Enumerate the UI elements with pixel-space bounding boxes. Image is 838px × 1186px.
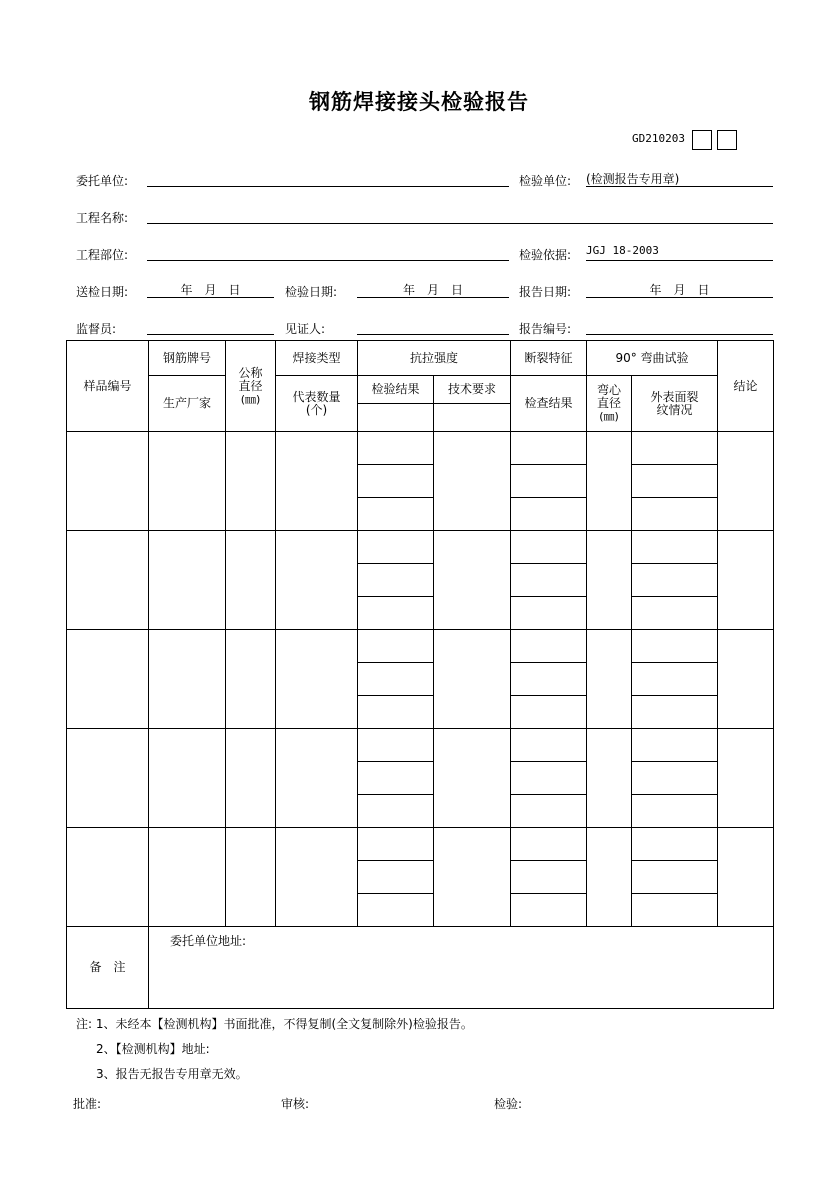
approve-label: 批准:: [73, 1097, 102, 1111]
client-address-label: 委托单位地址:: [170, 934, 247, 948]
report-no-label: 报告编号:: [519, 322, 572, 336]
table-row: [67, 630, 774, 663]
table-row: [67, 432, 774, 465]
project-name-field[interactable]: [147, 207, 773, 224]
inspect-date-field[interactable]: 年 月 日: [357, 281, 509, 298]
inspect-date-label: 检验日期:: [285, 285, 338, 299]
test-result-cell[interactable]: [358, 597, 434, 630]
page-title: 钢筋焊接接头检验报告: [309, 90, 529, 114]
rebar-cell[interactable]: [149, 630, 226, 729]
header-conclusion: 结论: [718, 341, 774, 432]
surface-cell[interactable]: [632, 729, 718, 762]
surface-cell[interactable]: [632, 498, 718, 531]
surface-cell[interactable]: [632, 564, 718, 597]
supervisor-label: 监督员:: [76, 322, 117, 336]
test-result-cell[interactable]: [358, 564, 434, 597]
surface-cell[interactable]: [632, 597, 718, 630]
mandrel-cell[interactable]: [587, 432, 632, 531]
basis-field[interactable]: JGJ 18-2003: [586, 244, 773, 261]
quantity-text: 代表数量: [292, 389, 341, 404]
sample-no-cell[interactable]: [67, 828, 149, 927]
witness-field[interactable]: [357, 318, 509, 335]
test-result-cell[interactable]: [358, 630, 434, 663]
rebar-cell[interactable]: [149, 531, 226, 630]
diameter-cell[interactable]: [226, 432, 276, 531]
weld-cell[interactable]: [276, 828, 358, 927]
report-date-field[interactable]: 年 月 日: [586, 281, 773, 298]
report-no-field[interactable]: [586, 318, 773, 335]
tech-req-cell[interactable]: [434, 828, 511, 927]
mandrel-cell[interactable]: [587, 531, 632, 630]
surface-cell[interactable]: [632, 630, 718, 663]
project-part-label: 工程部位:: [76, 248, 129, 262]
results-table: [66, 340, 774, 1009]
check-result-cell[interactable]: [511, 564, 587, 597]
conclusion-cell[interactable]: [718, 630, 774, 729]
header-check-result: 检查结果: [511, 376, 587, 432]
conclusion-cell[interactable]: [718, 828, 774, 927]
mm-unit: (㎜): [599, 410, 619, 423]
test-result-cell[interactable]: [358, 432, 434, 465]
test-result-cell[interactable]: [358, 465, 434, 498]
nominal-diameter-text: 公称直径: [238, 365, 263, 393]
check-result-cell[interactable]: [511, 894, 587, 927]
rebar-cell[interactable]: [149, 828, 226, 927]
sample-no-cell[interactable]: [67, 531, 149, 630]
surface-text: 外表面裂纹情况: [650, 389, 699, 417]
client-label: 委托单位:: [76, 174, 129, 188]
tech-req-cell[interactable]: [434, 630, 511, 729]
header-rebar-grade: 钢筋牌号: [149, 341, 226, 376]
supervisor-field[interactable]: [147, 318, 274, 335]
table-row: [67, 828, 774, 861]
tech-req-cell[interactable]: [434, 729, 511, 828]
project-part-field[interactable]: [147, 244, 509, 261]
report-date-label: 报告日期:: [519, 285, 572, 299]
remarks-cell[interactable]: [149, 927, 774, 1009]
check-result-cell[interactable]: [511, 729, 587, 762]
check-result-cell[interactable]: [511, 762, 587, 795]
surface-cell[interactable]: [632, 861, 718, 894]
tech-req-cell[interactable]: [434, 531, 511, 630]
table-row: [67, 531, 774, 564]
project-name-label: 工程名称:: [76, 211, 129, 225]
send-date-label: 送检日期:: [76, 285, 129, 299]
header-manufacturer: 生产厂家: [149, 376, 226, 432]
check-result-cell[interactable]: [511, 498, 587, 531]
test-result-cell[interactable]: [358, 861, 434, 894]
header-tensile: 抗拉强度: [358, 341, 511, 376]
surface-cell[interactable]: [632, 465, 718, 498]
mandrel-cell[interactable]: [587, 828, 632, 927]
surface-cell[interactable]: [632, 696, 718, 729]
tech-req-cell[interactable]: [434, 432, 511, 531]
rebar-cell[interactable]: [149, 729, 226, 828]
conclusion-cell[interactable]: [718, 432, 774, 531]
inspect-label: 检验:: [494, 1097, 523, 1111]
header-fracture: 断裂特征: [511, 341, 587, 376]
surface-cell[interactable]: [632, 795, 718, 828]
mandrel-text: 弯心直径: [597, 383, 622, 410]
test-result-cell[interactable]: [358, 795, 434, 828]
test-result-cell[interactable]: [358, 828, 434, 861]
header-mandrel: [587, 376, 632, 432]
header-bend: 90° 弯曲试验: [587, 341, 718, 376]
check-result-cell[interactable]: [511, 795, 587, 828]
code-box-1[interactable]: [692, 130, 712, 150]
weld-cell[interactable]: [276, 432, 358, 531]
check-result-cell[interactable]: [511, 861, 587, 894]
inspect-unit-field[interactable]: (检测报告专用章): [586, 170, 773, 187]
surface-cell[interactable]: [632, 894, 718, 927]
mm-unit: (㎜): [240, 392, 261, 406]
surface-cell[interactable]: [632, 531, 718, 564]
report-code: GD210203: [632, 132, 685, 145]
client-field[interactable]: [147, 170, 509, 187]
weld-cell[interactable]: [276, 729, 358, 828]
test-result-cell[interactable]: [358, 531, 434, 564]
remarks-row: [67, 927, 774, 1009]
table-row: [67, 729, 774, 762]
test-result-cell[interactable]: [358, 663, 434, 696]
surface-cell[interactable]: [632, 663, 718, 696]
header-surface: [632, 376, 718, 432]
note-3: 3、报告无报告专用章无效。: [96, 1067, 248, 1081]
diameter-cell[interactable]: [226, 729, 276, 828]
sample-no-cell[interactable]: [67, 729, 149, 828]
header-nominal-diameter: [226, 341, 276, 432]
inspect-unit-label: 检验单位:: [519, 174, 572, 188]
check-result-cell[interactable]: [511, 630, 587, 663]
note-2: 2、【检测机构】地址:: [96, 1042, 210, 1056]
mandrel-cell[interactable]: [587, 630, 632, 729]
basis-label: 检验依据:: [519, 248, 572, 262]
conclusion-cell[interactable]: [718, 531, 774, 630]
diameter-cell[interactable]: [226, 828, 276, 927]
header-weld-type: 焊接类型: [276, 341, 358, 376]
check-result-cell[interactable]: [511, 828, 587, 861]
tech-req-blank[interactable]: [434, 404, 511, 432]
weld-cell[interactable]: [276, 531, 358, 630]
test-result-cell[interactable]: [358, 498, 434, 531]
mandrel-cell[interactable]: [587, 729, 632, 828]
test-result-blank[interactable]: [358, 404, 434, 432]
sample-no-cell[interactable]: [67, 432, 149, 531]
check-result-cell[interactable]: [511, 531, 587, 564]
header-sample-no: 样品编号: [67, 341, 149, 432]
test-result-cell[interactable]: [358, 696, 434, 729]
weld-cell[interactable]: [276, 630, 358, 729]
witness-label: 见证人:: [285, 322, 326, 336]
quantity-unit: (个): [305, 402, 328, 417]
surface-cell[interactable]: [632, 432, 718, 465]
surface-cell[interactable]: [632, 762, 718, 795]
review-label: 审核:: [281, 1097, 310, 1111]
code-box-2[interactable]: [717, 130, 737, 150]
test-result-cell[interactable]: [358, 762, 434, 795]
note-1: 注: 1、未经本【检测机构】书面批准，不得复制(全文复制除外)检验报告。: [76, 1017, 473, 1031]
send-date-field[interactable]: 年 月 日: [147, 281, 274, 298]
check-result-cell[interactable]: [511, 696, 587, 729]
surface-cell[interactable]: [632, 828, 718, 861]
sample-no-cell[interactable]: [67, 630, 149, 729]
check-result-cell[interactable]: [511, 663, 587, 696]
diameter-cell[interactable]: [226, 531, 276, 630]
test-result-cell[interactable]: [358, 894, 434, 927]
header-tech-req: 技术要求: [434, 376, 511, 404]
header-quantity: [276, 376, 358, 432]
header-test-result: 检验结果: [358, 376, 434, 404]
rebar-cell[interactable]: [149, 432, 226, 531]
test-result-cell[interactable]: [358, 729, 434, 762]
diameter-cell[interactable]: [226, 630, 276, 729]
check-result-cell[interactable]: [511, 432, 587, 465]
check-result-cell[interactable]: [511, 597, 587, 630]
remarks-label: 备 注: [67, 927, 149, 1009]
conclusion-cell[interactable]: [718, 729, 774, 828]
check-result-cell[interactable]: [511, 465, 587, 498]
